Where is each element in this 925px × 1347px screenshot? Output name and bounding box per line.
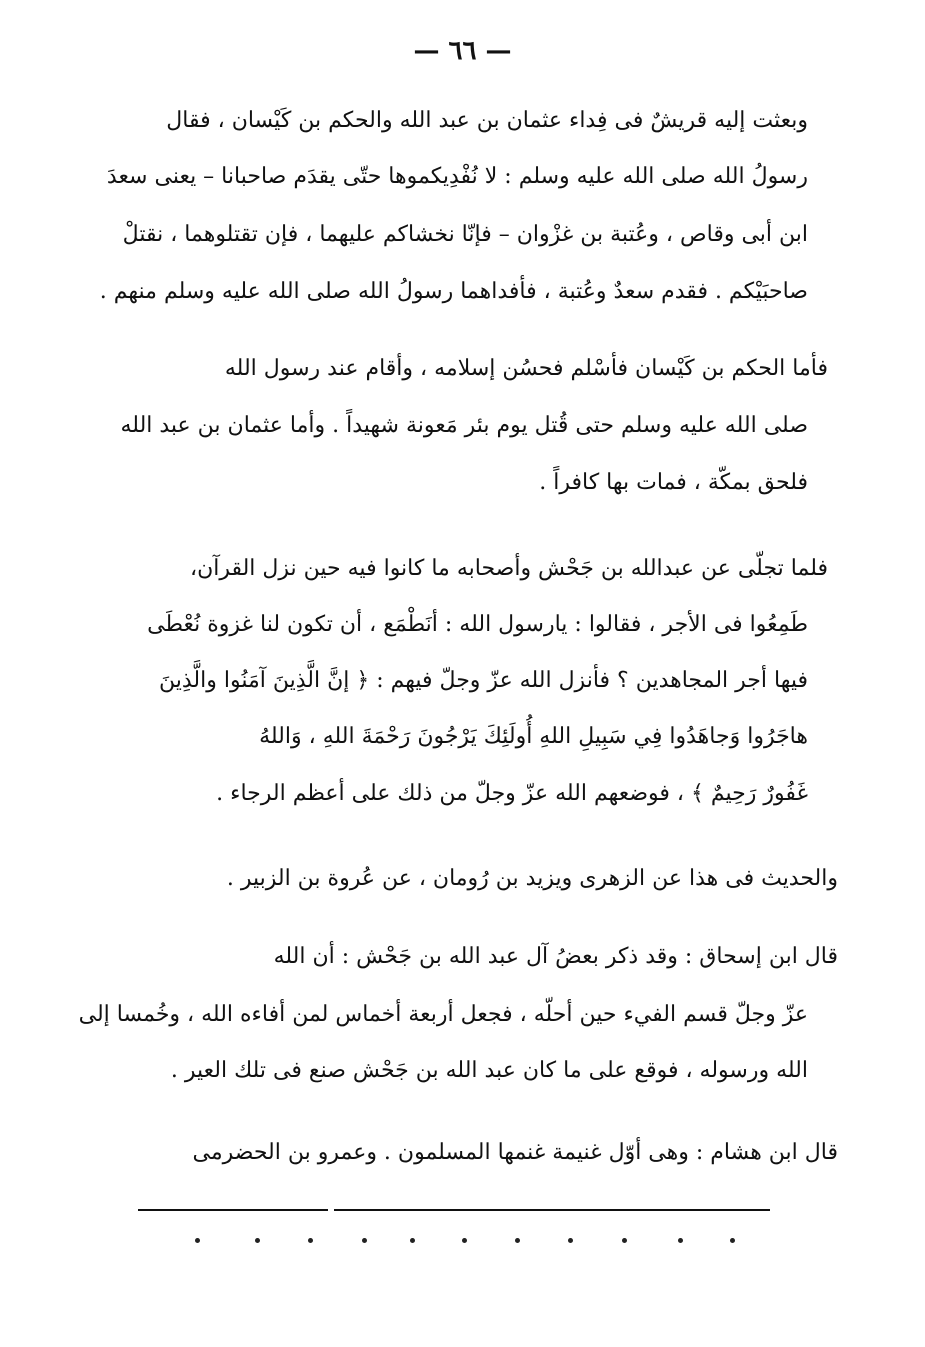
text-line: فلحق بمكّة ، فمات بها كافراً .: [539, 470, 808, 495]
ornament-dot: [730, 1238, 735, 1243]
ornament-dot: [308, 1238, 313, 1243]
text-line: هاجَرُوا وَجاهَدُوا فِي سَبِيلِ اللهِ أُولَئِكَ يَرْجُونَ رَحْمَةَ اللهِ ، وَاللهُ: [259, 724, 808, 749]
text-line: وبعثت إليه قريشٌ فى فِداء عثمان بن عبد الله والحكم بن كَيْسان ، فقال: [166, 108, 808, 133]
ornament-dot: [195, 1238, 200, 1243]
text-line: فيها أجر المجاهدين ؟ فأنزل الله عزّ وجلّ فيهم : ﴿ إنَّ الَّذِينَ آمَنُوا والَّذِينَ: [158, 668, 808, 693]
footer-rule-left: [138, 1209, 328, 1211]
page-number: — ٦٦ —: [413, 36, 512, 66]
paragraph-3: [118, 556, 828, 826]
text-line: رسولُ الله صلى الله عليه وسلم : لا نُفْدِيكموها حتّى يقدَم صاحبانا – يعنى سعدَ: [106, 164, 808, 189]
paragraph-2: [118, 356, 828, 506]
text-line: صاحبَيْكم . فقدم سعدٌ وعُتبة ، فأفداهما رسولُ الله صلى الله عليه وسلم منهم .: [99, 279, 808, 304]
ornament-dot: [462, 1238, 467, 1243]
ornament-dot: [568, 1238, 573, 1243]
ornament-dot: [678, 1238, 683, 1243]
paragraph-4: [118, 866, 838, 906]
footer-dot-row: [140, 1238, 780, 1252]
ornament-dot: [515, 1238, 520, 1243]
text-line: طَمِعُوا فى الأجر ، فقالوا : يارسول الله : أنَطْمَع ، أن تكون لنا غزوة نُعْطَى: [147, 612, 808, 637]
footer-rule-right: [334, 1209, 770, 1211]
ornament-dot: [362, 1238, 367, 1243]
text-line: غَفُورٌ رَحِيمٌ ﴾ ، فوضعهم الله عزّ وجلّ من ذلك على أعظم الرجاء .: [216, 781, 808, 806]
paragraph-1: [99, 108, 808, 328]
text-line: صلى الله عليه وسلم حتى قُتل يوم بئر مَعونة شهيداً . وأما عثمان بن عبد الله: [120, 413, 808, 438]
text-line: فلما تجلّى عن عبدالله بن جَحْش وأصحابه ما كانوا فيه حين نزل القرآن،: [189, 556, 828, 581]
paragraph-5: [78, 944, 838, 1084]
text-line: قال ابن هشام : وهى أوّل غنيمة غنمها المسلمون . وعمرو بن الحضرمى: [192, 1140, 838, 1165]
text-line: ابن أبى وقاص ، وعُتبة بن غزْوان – فإنّا نخشاكم عليهما ، فإن تقتلوهما ، نقتلْ: [122, 222, 808, 247]
ornament-dot: [410, 1238, 415, 1243]
ornament-dot: [255, 1238, 260, 1243]
paragraph-6: [118, 1140, 838, 1180]
ornament-dot: [622, 1238, 627, 1243]
text-line: فأما الحكم بن كَيْسان فأسْلم فحسُن إسلامه ، وأقام عند رسول الله: [224, 356, 828, 381]
text-line: عزّ وجلّ قسم الفيء حين أحلّه ، فجعل أربعة أخماس لمن أفاءه الله ، وخُمسا إلى: [78, 1002, 808, 1027]
text-line: والحديث فى هذا عن الزهرى ويزيد بن رُومان ، عن عُروة بن الزبير .: [226, 866, 838, 891]
text-line: قال ابن إسحاق : وقد ذكر بعضُ آل عبد الله بن جَحْش : أن الله: [273, 944, 838, 969]
text-line: الله ورسوله ، فوقع على ما كان عبد الله بن جَحْش صنع فى تلك العير .: [170, 1058, 808, 1083]
